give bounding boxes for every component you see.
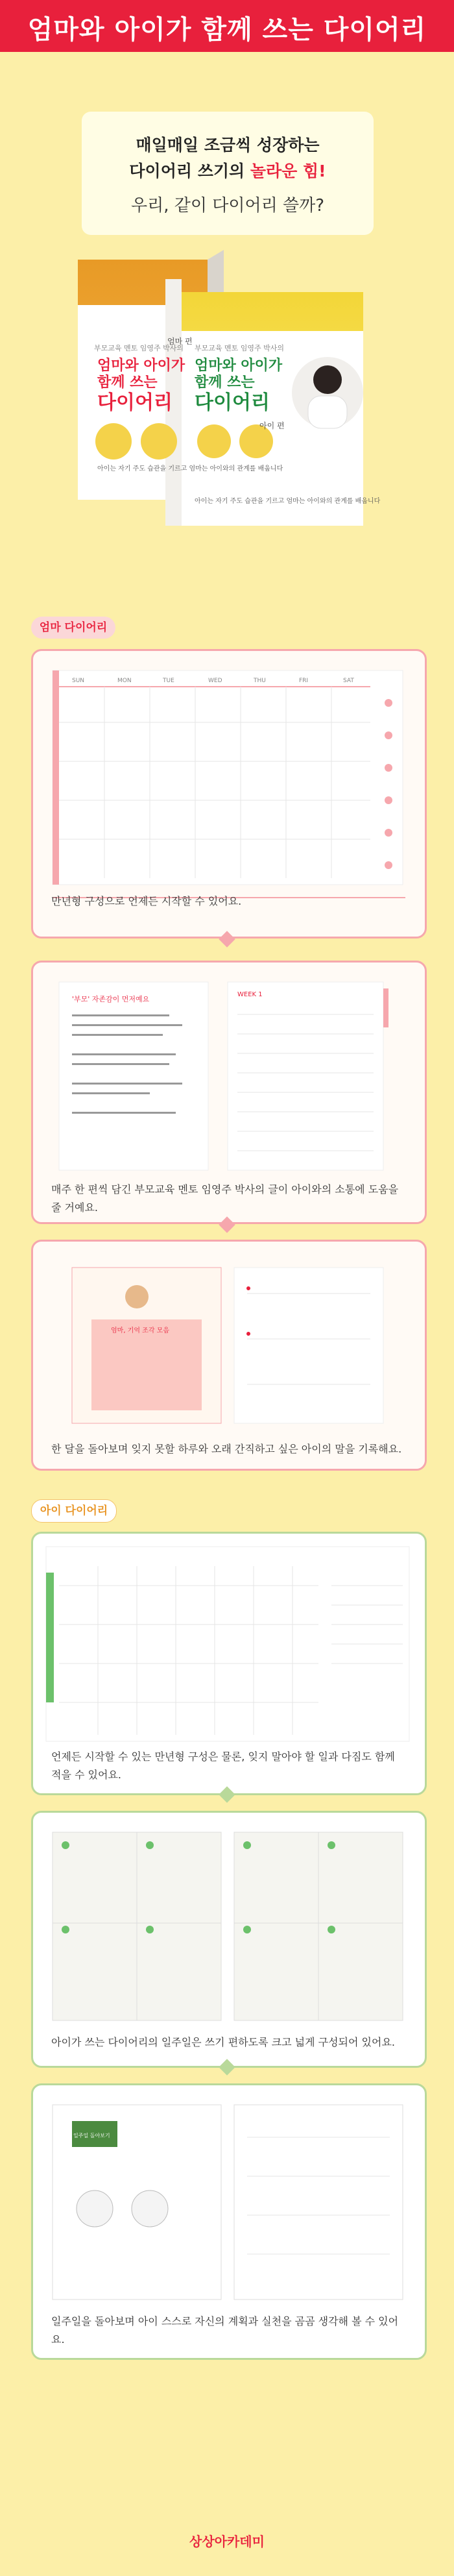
intro-card [82,112,374,235]
kid-caption-1: 언제든 시작할 수 있는 만년형 구성은 물론, 잊지 말아야 할 일과 다짐도 함께 적을 수 있어요. [51,1750,395,1781]
day-thu: THU [254,678,266,684]
week-label: WEEK 1 [237,991,263,998]
mom-notes-spread [33,1242,425,1469]
kid-book-title-c: 다이어리 [195,391,270,414]
essay-title: '부모' 자존감이 먼저예요 [72,995,150,1003]
mom-caption-3: 한 달을 돌아보며 잊지 못할 하루와 오래 간직하고 싶은 아이의 말을 기록해요. [51,1443,402,1455]
kid-book-edition: 아이 편 [259,421,285,430]
memory-note-title: 엄마, 기억 조각 모음 [111,1327,169,1334]
kid-book-title-a: 엄마와 아이가 [195,358,283,374]
badge-2 [141,423,177,460]
day-sun: SUN [72,678,85,684]
kid-panel-calendar [31,1532,427,1795]
mom-book-title-a: 엄마와 아이가 [97,358,185,374]
mom-section-label: 엄마 다이어리 [31,617,115,639]
kid-book-blurb: 아이는 자기 주도 습관을 기르고 엄마는 아이와의 관계를 배웁니다 [195,498,381,505]
kid-caption-2: 아이가 쓰는 다이어리의 일주일은 쓰기 편하도록 크고 넓게 구성되어 있어요. [51,2036,395,2048]
intro-headline: 매일매일 조금씩 성장하는 [136,136,320,154]
kid-panel-review [31,2083,427,2360]
mom-book-author: 부모교육 멘토 임영주 박사의 [94,344,184,352]
kid-book-author: 부모교육 멘토 임영주 박사의 [195,344,285,352]
mom-book-title-b: 함께 쓰는 [97,374,158,391]
mom-book-blurb: 아이는 자기 주도 습관을 기르고 엄마는 아이와의 관계를 배웁니다 [97,465,283,472]
day-wed: WED [208,678,222,684]
intro-subheadline [82,158,374,182]
mom-panel-calendar [31,649,427,938]
mom-caption-1: 만년형 구성으로 언제든 시작할 수 있어요. [51,895,242,907]
day-sat: SAT [343,678,354,684]
publisher-logo: 상상아카데미 [189,2534,265,2549]
mom-book-edition: 엄마 편 [167,337,193,346]
badge-3 [197,424,231,458]
kid-section-label: 아이 다이어리 [31,1499,117,1523]
intro-highlight: 놀라운 힘! [250,162,326,180]
page-title: 엄마와 아이가 함께 쓰는 다이어리 [27,15,427,45]
mom-book-title-c: 다이어리 [97,391,173,414]
kid-book-title-b: 함께 쓰는 [195,374,255,391]
intro-subheadline-text: 다이어리 쓰기의 [129,162,250,180]
kid-panel-weekly [31,1811,427,2068]
kid-caption-3: 일주일을 돌아보며 아이 스스로 자신의 계획과 실천을 곰곰 생각해 볼 수 있어요. [51,2315,399,2346]
book-covers-illustration [0,247,454,532]
day-tue: TUE [163,678,174,684]
intro-question: 우리, 같이 다이어리 쓸까? [130,196,325,215]
review-badge: 일주일 돌아보기 [73,2133,110,2139]
badge-1 [95,423,132,460]
mom-caption-2: 매주 한 편씩 담긴 부모교육 멘토 임영주 박사의 글이 아이와의 소통에 도움을 줄 거예요. [51,1183,399,1214]
day-mon: MON [117,678,132,684]
mom-panel-monthly-notes [31,1240,427,1471]
kid-weekly-spread [33,1813,425,2066]
mom-panel-weekly [31,961,427,1224]
day-fri: FRI [299,678,309,684]
